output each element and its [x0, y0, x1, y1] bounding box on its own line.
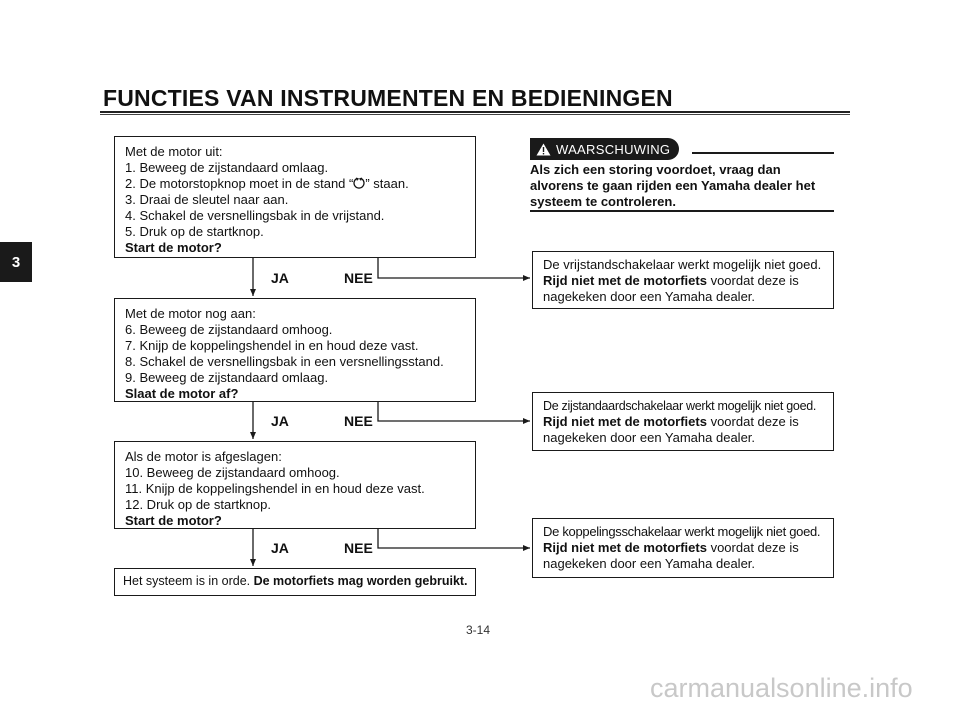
- result2-line: nagekeken door een Yamaha dealer.: [543, 430, 756, 445]
- result1-line: nagekeken door een Yamaha dealer.: [543, 289, 756, 304]
- result-box-2: [532, 392, 834, 451]
- result2-line: Rijd niet met de motorfiets voordat deze is: [543, 414, 799, 429]
- step2-line: Met de motor nog aan:: [125, 306, 256, 321]
- warning-bottom-rule: [530, 210, 834, 212]
- watermark: carmanualsonline.info: [650, 673, 913, 703]
- page-number: 3-14: [466, 623, 491, 637]
- result3-line: nagekeken door een Yamaha dealer.: [543, 556, 756, 571]
- result3-line: De koppelingsschakelaar werkt mogelijk niet goed.: [543, 524, 821, 539]
- result2-line: De zijstandaardschakelaar werkt mogelijk niet goed.: [543, 399, 817, 413]
- step3-line: 11. Knijp de koppelingshendel in en houd deze vast.: [125, 481, 425, 496]
- final-text: Het systeem is in orde. De motorfiets mag worden gebruikt.: [123, 574, 468, 588]
- result1-line: De vrijstandschakelaar werkt mogelijk niet goed.: [543, 257, 822, 272]
- no-arrow-2: [378, 402, 530, 421]
- step2-question: Slaat de motor af?: [125, 386, 239, 401]
- warning-triangle-icon: [536, 143, 551, 156]
- yes-label-2: JA: [271, 413, 289, 429]
- final-box: [114, 568, 476, 596]
- step1-line: 5. Druk op de startknop.: [125, 224, 264, 239]
- result1-line: Rijd niet met de motorfiets voordat deze is: [543, 273, 799, 288]
- step2-line: 7. Knijp de koppelingshendel in en houd deze vast.: [125, 338, 419, 353]
- run-switch-icon: [353, 177, 365, 189]
- step1-line: Met de motor uit:: [125, 144, 223, 159]
- yes-label-3: JA: [271, 540, 289, 556]
- result-box-3: [532, 518, 834, 578]
- step1-line: 4. Schakel de versnellingsbak in de vrijstand.: [125, 208, 385, 223]
- warning-badge: WAARSCHUWING: [530, 138, 679, 160]
- step1-line: 2. De motorstopknop moet in de stand “ ” staan.: [125, 176, 409, 191]
- warning-top-rule: [692, 152, 834, 154]
- step2-line: 8. Schakel de versnellingsbak in een versnellingsstand.: [125, 354, 444, 369]
- step1-question: Start de motor?: [125, 240, 222, 255]
- no-label-2: NEE: [344, 413, 373, 429]
- chapter-tab: 3: [0, 242, 32, 282]
- result3-line: Rijd niet met de motorfiets voordat deze is: [543, 540, 799, 555]
- step3-line: Als de motor is afgeslagen:: [125, 449, 282, 464]
- result-box-1: [532, 251, 834, 309]
- step-box-1: [114, 136, 476, 258]
- warning-text: Als zich een storing voordoet, vraag dan alvorens te gaan rijden een Yamaha dealer het systeem te controleren.: [530, 162, 816, 209]
- step1-line: 3. Draai de sleutel naar aan.: [125, 192, 289, 207]
- step1-line: 1. Beweeg de zijstandaard omlaag.: [125, 160, 329, 175]
- no-label-3: NEE: [344, 540, 373, 556]
- step2-line: 6. Beweeg de zijstandaard omhoog.: [125, 322, 333, 337]
- step2-line: 9. Beweeg de zijstandaard omlaag.: [125, 370, 329, 385]
- no-label-1: NEE: [344, 270, 373, 286]
- no-arrow-1: [378, 258, 530, 278]
- step-box-2: [114, 298, 476, 402]
- page-title: FUNCTIES VAN INSTRUMENTEN EN BEDIENINGEN: [103, 85, 673, 111]
- step3-line: 10. Beweeg de zijstandaard omhoog.: [125, 465, 340, 480]
- yes-label-1: JA: [271, 270, 289, 286]
- step-box-3: [114, 441, 476, 529]
- step3-question: Start de motor?: [125, 513, 222, 528]
- step3-line: 12. Druk op de startknop.: [125, 497, 271, 512]
- no-arrow-3: [378, 529, 530, 548]
